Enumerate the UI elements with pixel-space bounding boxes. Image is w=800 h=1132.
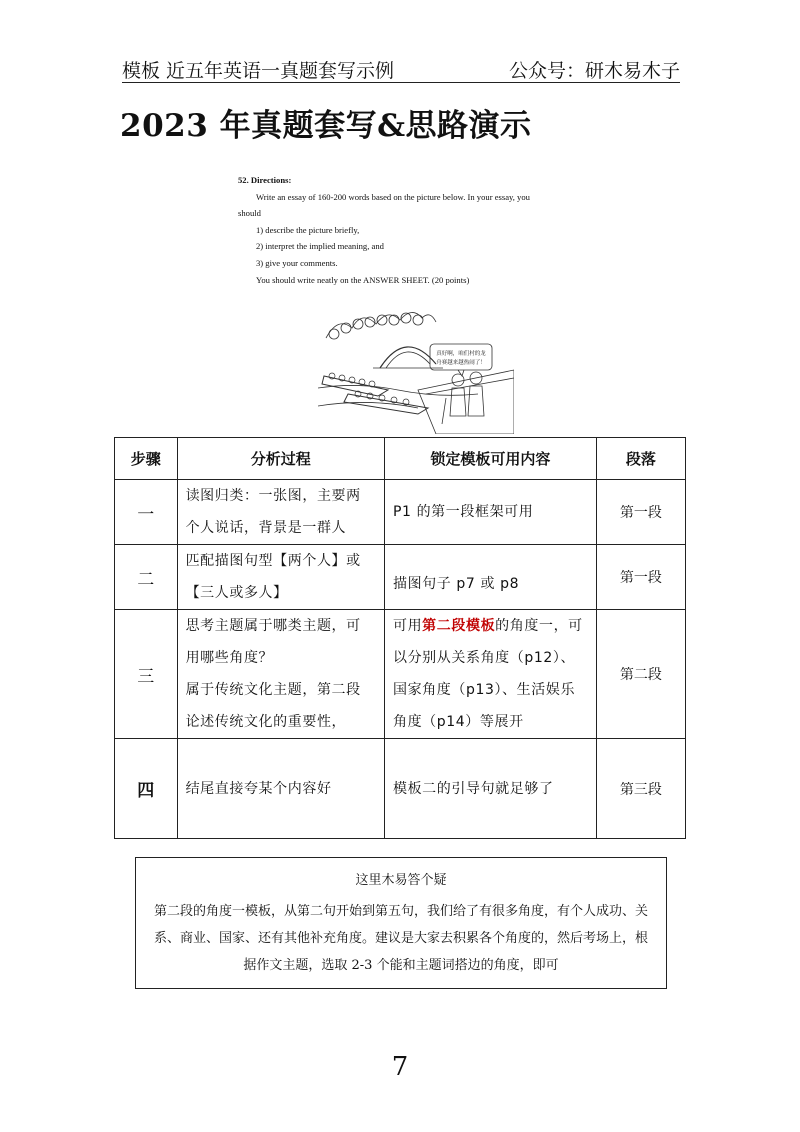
content-text: 的角度一，可 xyxy=(495,618,583,634)
table-header-row xyxy=(115,438,686,480)
page-number: 7 xyxy=(391,1052,409,1082)
content-text: 可用 xyxy=(392,618,423,634)
paragraph-cell: 第一段 xyxy=(596,480,685,545)
analysis-cell xyxy=(177,545,384,610)
header-right-text: 公众号：研木易木子 xyxy=(508,60,680,82)
header-step: 步骤 xyxy=(115,438,178,480)
analysis-line: 个人说话，背景是一群人 xyxy=(185,520,347,536)
directions-item-1: 1) describe the picture briefly, xyxy=(256,224,360,235)
table-row xyxy=(115,545,686,610)
step-cell: 一 xyxy=(115,480,178,545)
step-cell: 二 xyxy=(115,545,178,610)
page-title: 2023 年真题套写&思路演示 xyxy=(120,108,532,144)
speech-bubble-line2: 舟赛越来越热闹了！ xyxy=(436,360,486,366)
content-line: P1 的第一段框架可用 xyxy=(392,504,534,520)
speech-bubble-line1: 真好啊，咱们村的龙 xyxy=(436,351,486,357)
page-header xyxy=(122,52,680,83)
paragraph-cell: 第三段 xyxy=(596,739,685,839)
content-line: 以分别从关系角度（p12）、 xyxy=(392,650,576,666)
steps-table xyxy=(114,437,686,839)
content-line: 国家角度（p13）、生活娱乐 xyxy=(392,682,576,698)
analysis-cell xyxy=(177,480,384,545)
analysis-line: 结尾直接夸某个内容好 xyxy=(185,780,332,797)
table-row xyxy=(115,610,686,739)
directions-intro: Write an essay of 160-200 words based on the picture below. In your essay, you xyxy=(256,191,530,202)
qa-box xyxy=(135,857,667,989)
directions-intro-cont: should xyxy=(238,208,261,219)
step-cell: 三 xyxy=(115,610,178,739)
analysis-line: 匹配描图句型【两个人】或 xyxy=(185,553,361,569)
header-paragraph: 段落 xyxy=(596,438,685,480)
analysis-line: 属于传统文化主题，第二段 xyxy=(185,682,361,698)
analysis-line: 论述传统文化的重要性， xyxy=(185,714,347,730)
paragraph-cell: 第二段 xyxy=(596,610,685,739)
exam-directions xyxy=(238,172,588,288)
content-cell xyxy=(384,480,596,545)
highlight-template-name: 第二段模板 xyxy=(422,618,496,634)
analysis-line: 思考主题属于哪类主题，可 xyxy=(185,618,361,634)
table-row xyxy=(115,739,686,839)
header-left-text: 模板 近五年英语一真题套写示例 xyxy=(122,60,395,82)
content-cell xyxy=(384,610,596,739)
header-template-content: 锁定模板可用内容 xyxy=(384,438,596,480)
directions-item-3: 3) give your comments. xyxy=(256,257,338,268)
paragraph-cell: 第一段 xyxy=(596,545,685,610)
qa-title: 这里木易答个疑 xyxy=(355,873,447,888)
content-line xyxy=(385,610,596,642)
analysis-line: 用哪些角度？ xyxy=(185,650,274,666)
analysis-line: 读图归类：一张图，主要两 xyxy=(185,488,361,504)
directions-heading: 52. Directions: xyxy=(238,175,292,185)
analysis-cell xyxy=(177,739,384,839)
qa-line: 第二段的角度一模板，从第二句开始到第五句，我们给了有很多角度，有个人成功、关 xyxy=(153,904,648,919)
dragon-boat-cartoon xyxy=(318,298,514,434)
content-line: 模板二的引导句就足够了 xyxy=(392,780,554,797)
analysis-cell xyxy=(177,610,384,739)
content-cell xyxy=(384,545,596,610)
step-cell: 四 xyxy=(115,739,178,839)
analysis-line: 【三人或多人】 xyxy=(185,585,288,601)
content-cell xyxy=(384,739,596,839)
directions-closing: You should write neatly on the ANSWER SHEET. (20 points) xyxy=(256,274,470,285)
header-analysis: 分析过程 xyxy=(177,438,384,480)
directions-item-2: 2) interpret the implied meaning, and xyxy=(256,241,384,252)
qa-line: 系、商业、国家、还有其他补充角度。建议是大家去积累各个角度的，然后考场上，根 xyxy=(153,931,648,946)
qa-line: 据作文主题，选取 2-3 个能和主题词搭边的角度，即可 xyxy=(243,958,559,973)
content-line: 角度（p14）等展开 xyxy=(392,714,524,730)
table-row xyxy=(115,480,686,545)
content-line: 描图句子 p7 或 p8 xyxy=(392,576,520,592)
qa-body xyxy=(142,898,660,979)
